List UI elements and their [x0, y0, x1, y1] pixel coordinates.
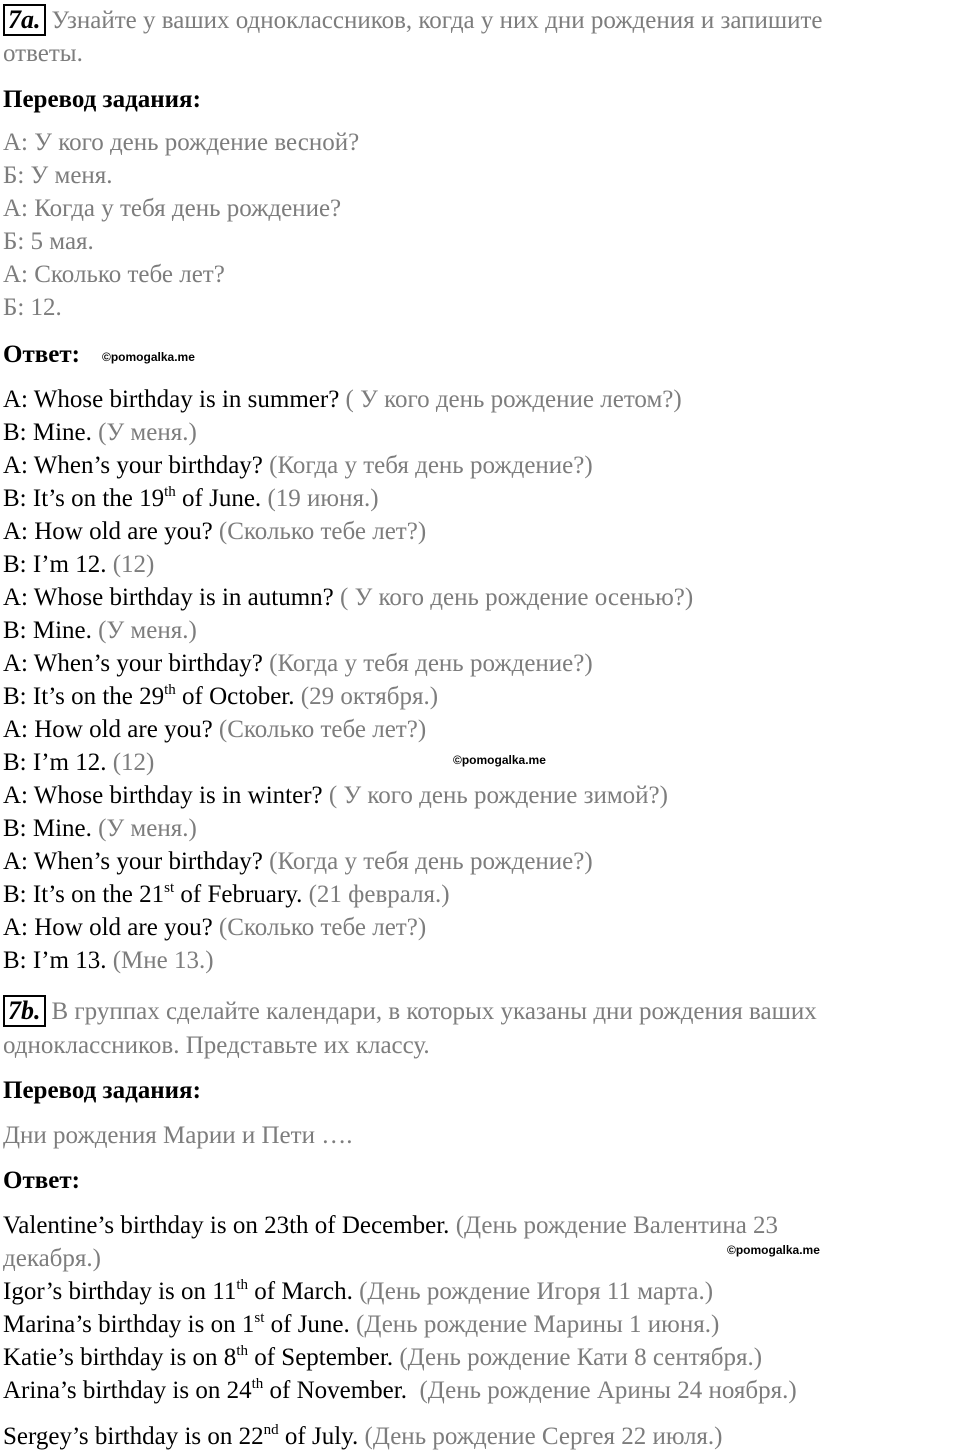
translation-line: А: Сколько тебе лет? [3, 261, 225, 288]
dialog-ru: ( У кого день рождение зимой?) [322, 782, 668, 809]
dialog-en: A: Whose birthday is in winter? [3, 782, 323, 809]
dialog-en: B: I’m 12. [3, 551, 107, 578]
watermark: ©pomogalka.me [453, 753, 546, 767]
dialog-ru: (Когда у тебя день рождение?) [262, 452, 593, 479]
dialog-line [3, 417, 197, 448]
dialog-ru: (Когда у тебя день рождение?) [262, 848, 593, 875]
answer-heading-row-7a [3, 339, 80, 370]
dialog-en: B: I’m 12. [3, 749, 107, 776]
birthday-line [3, 1375, 797, 1406]
dialog-line [3, 516, 426, 547]
dialog-ru: (У меня.) [91, 419, 197, 446]
dialog-ru: ( У кого день рождение летом?) [339, 386, 682, 413]
task-7b-header [3, 995, 817, 1027]
dialog-ru: (Мне 13.) [106, 947, 214, 974]
birthday-en: Valentine’s birthday is on 23th of December. [3, 1212, 450, 1239]
birthday-line-continued: декабря.) [3, 1245, 101, 1272]
task-number-7a: 7a. [3, 4, 46, 36]
dialog-ru: (Сколько тебе лет?) [212, 914, 427, 941]
dialog-ru: (Сколько тебе лет?) [212, 518, 427, 545]
ordinal-suffix: nd [263, 1421, 279, 1438]
dialog-en: of June. [175, 485, 262, 512]
dialog-line [3, 582, 693, 613]
birthday-en: of March. [248, 1278, 353, 1305]
dialog-ru: (29 октября.) [294, 683, 439, 710]
dialog-line [3, 912, 426, 943]
birthday-ru: (День рождение Сергея 22 июля.) [358, 1423, 723, 1450]
ordinal-suffix: th [164, 483, 176, 500]
dialog-ru: (Сколько тебе лет?) [212, 716, 427, 743]
dialog-ru: (У меня.) [91, 617, 197, 644]
translation-line: А: У кого день рождение весной? [3, 129, 360, 156]
ordinal-suffix: th [236, 1276, 248, 1293]
birthday-line [3, 1421, 723, 1452]
birthday-ru: (День рождение Марины 1 июня.) [349, 1311, 720, 1338]
birthday-en: Marina’s birthday is on 1 [3, 1311, 255, 1338]
dialog-en: A: How old are you? [3, 716, 213, 743]
ordinal-suffix: st [254, 1309, 265, 1326]
dialog-ru: (12) [106, 749, 155, 776]
dialog-en: B: Mine. [3, 419, 92, 446]
task-7b-text-line2: одноклассников. Представьте их классу. [3, 1032, 430, 1059]
dialog-ru: (Когда у тебя день рождение?) [262, 650, 593, 677]
dialog-ru: (У меня.) [91, 815, 197, 842]
birthday-line [3, 1309, 719, 1340]
ordinal-suffix: th [236, 1342, 248, 1359]
dialog-line [3, 549, 154, 580]
ordinal-suffix: th [251, 1375, 264, 1392]
task-7a-text-line2: ответы. [3, 40, 83, 67]
birthday-en: of June. [264, 1311, 350, 1338]
dialog-line [3, 714, 426, 745]
dialog-en: B: It’s on the 21 [3, 881, 165, 908]
dialog-en: B: It’s on the 19 [3, 485, 165, 512]
dialog-line [3, 648, 593, 679]
translation-line: Дни рождения Марии и Пети …. [3, 1122, 353, 1149]
birthday-en: of July. [278, 1423, 359, 1450]
dialog-en: A: When’s your birthday? [3, 452, 263, 479]
dialog-en: A: How old are you? [3, 518, 213, 545]
dialog-en: of February. [174, 881, 303, 908]
task-7a-text-line1: Узнайте у ваших одноклассников, когда у них дни рождения и запишите [51, 7, 823, 34]
task-7a-header [3, 4, 823, 36]
ordinal-suffix: st [164, 879, 175, 896]
watermark: ©pomogalka.me [102, 350, 195, 364]
birthday-ru: (День рождение Валентина 23 [449, 1212, 779, 1239]
translation-heading-7a: Перевод задания: [3, 86, 201, 113]
dialog-line [3, 483, 379, 514]
dialog-en: of October. [175, 683, 295, 710]
dialog-ru: (19 июня.) [261, 485, 379, 512]
translation-heading-7b: Перевод задания: [3, 1077, 201, 1104]
dialog-en: A: When’s your birthday? [3, 650, 263, 677]
birthday-ru: (День рождение Арины 24 ноября.) [406, 1377, 797, 1404]
dialog-line [3, 879, 450, 910]
dialog-line [3, 747, 154, 778]
translation-line: Б: 12. [3, 294, 62, 321]
dialog-line [3, 780, 668, 811]
answer-heading-7b: Ответ: [3, 1167, 80, 1194]
translation-line: А: Когда у тебя день рождение? [3, 195, 342, 222]
answer-heading-7a: Ответ: [3, 341, 80, 368]
dialog-en: B: It’s on the 29 [3, 683, 165, 710]
dialog-ru: (21 февраля.) [302, 881, 450, 908]
dialog-en: B: Mine. [3, 617, 92, 644]
birthday-ru: (День рождение Кати 8 сентября.) [393, 1344, 763, 1371]
task-7b-text-line1: В группах сделайте календари, в которых указаны дни рождения ваших [51, 998, 817, 1025]
dialog-en: B: Mine. [3, 815, 92, 842]
dialog-line [3, 813, 197, 844]
birthday-en: of September. [247, 1344, 394, 1371]
translation-line: Б: 5 мая. [3, 228, 94, 255]
task-number-7b: 7b. [3, 995, 46, 1027]
birthday-line [3, 1342, 762, 1373]
dialog-line [3, 846, 593, 877]
dialog-line [3, 681, 438, 712]
dialog-en: B: I’m 13. [3, 947, 107, 974]
dialog-en: A: Whose birthday is in autumn? [3, 584, 334, 611]
dialog-line [3, 384, 682, 415]
ordinal-suffix: th [164, 681, 176, 698]
birthday-en: Katie’s birthday is on 8 [3, 1344, 237, 1371]
birthday-en: of November. [263, 1377, 407, 1404]
translation-line: Б: У меня. [3, 162, 113, 189]
birthday-ru: (День рождение Игоря 11 марта.) [352, 1278, 714, 1305]
birthday-line [3, 1276, 713, 1307]
dialog-line [3, 945, 214, 976]
dialog-en: A: Whose birthday is in summer? [3, 386, 340, 413]
dialog-en: A: How old are you? [3, 914, 213, 941]
birthday-en: Arina’s birthday is on 24 [3, 1377, 252, 1404]
birthday-en: Igor’s birthday is on 11 [3, 1278, 237, 1305]
dialog-line [3, 615, 197, 646]
birthday-en: Sergey’s birthday is on 22 [3, 1423, 264, 1450]
birthday-line [3, 1210, 778, 1241]
watermark: ©pomogalka.me [727, 1243, 820, 1257]
dialog-en: A: When’s your birthday? [3, 848, 263, 875]
dialog-line [3, 450, 593, 481]
dialog-ru: (12) [106, 551, 155, 578]
dialog-ru: ( У кого день рождение осенью?) [333, 584, 694, 611]
